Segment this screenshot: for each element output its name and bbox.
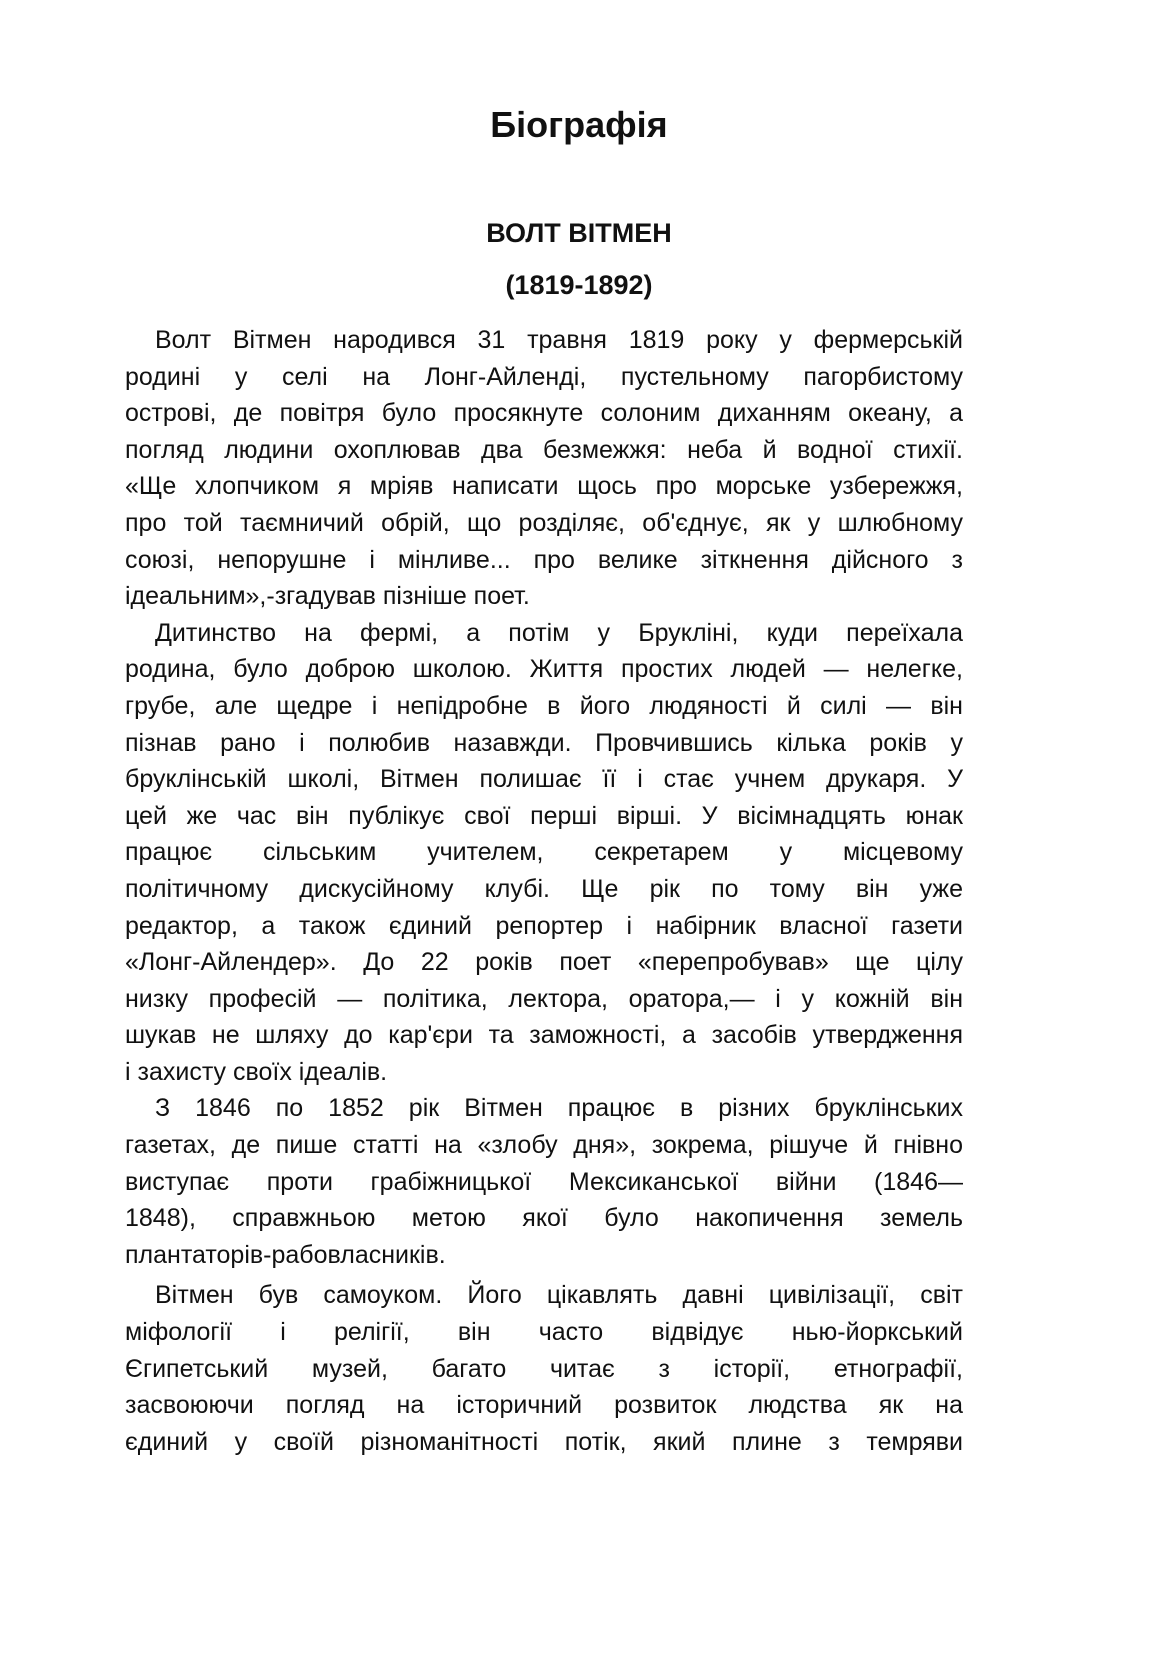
text-line: Єгипетський музей, багато читає з історії, етнографії, bbox=[125, 1354, 963, 1383]
author-heading: ВОЛТ ВІТМЕН bbox=[486, 218, 672, 248]
text-line: редактор, а також єдиний репортер і набірник власної газети bbox=[125, 911, 963, 940]
text-line: єдиний у своїй різноманітності потік, який плине з темряви bbox=[125, 1427, 963, 1456]
text-line: «Лонг-Айлендер». До 22 років поет «перепробував» ще цілу bbox=[125, 948, 963, 977]
biography-body bbox=[125, 322, 963, 1460]
text-line: засвоюючи погляд на історичний розвиток людства як на bbox=[125, 1391, 963, 1420]
page-title: Біографія bbox=[490, 104, 668, 145]
text-line: працює сільським учителем, секретарем у місцевому bbox=[125, 838, 963, 867]
text-line: міфології і релігії, він часто відвідує нью-йоркський bbox=[125, 1318, 963, 1347]
text-line: газетах, де пише статті на «злобу дня», зокрема, рішуче й гнівно bbox=[125, 1131, 963, 1160]
paragraph bbox=[125, 322, 963, 615]
text-line: Вітмен був самоуком. Його цікавлять давні цивілізації, світ bbox=[155, 1281, 963, 1310]
text-line: родина, було доброю школою. Життя простих людей — нелегке, bbox=[125, 655, 963, 684]
text-line: цей же час він публікує свої перші вірші. У вісімнадцять юнак bbox=[125, 801, 963, 830]
text-line: шукав не шляху до кар'єри та заможності, а засобів утвердження bbox=[125, 1021, 963, 1050]
text-line: Волт Вітмен народився 31 травня 1819 року у фермерській bbox=[155, 326, 963, 354]
text-line: родині у селі на Лонг-Айленді, пустельному пагорбистому bbox=[125, 362, 963, 391]
text-line: виступає проти грабіжницької Мексиканської війни (1846— bbox=[125, 1167, 963, 1196]
text-line: плантаторів-рабовласників. bbox=[125, 1240, 446, 1269]
text-line: бруклінській школі, Вітмен полишає її і стає учнем друкаря. У bbox=[125, 765, 963, 794]
author-years: (1819-1892) bbox=[505, 270, 653, 300]
text-line: про той таємничий обрій, що розділяє, об'єднує, як у шлюбному bbox=[125, 508, 963, 537]
text-line: З 1846 по 1852 рік Вітмен працює в різних бруклінських bbox=[155, 1094, 963, 1123]
text-line: грубе, але щедре і непідробне в його людяності й силі — він bbox=[125, 691, 963, 720]
text-line: Дитинство на фермі, а потім у Брукліні, куди переїхала bbox=[155, 618, 963, 647]
text-line: пізнав рано і полюбив назавжди. Провчившись кілька років у bbox=[125, 728, 963, 757]
text-line: 1848), справжньою метою якої було накопичення земель bbox=[125, 1204, 963, 1233]
text-line: «Ще хлопчиком я мріяв написати щось про морське узбережжя, bbox=[125, 472, 963, 501]
text-line: політичному дискусійному клубі. Ще рік по тому він уже bbox=[125, 874, 963, 903]
text-line: погляд людини охоплював два безмежжя: неба й водної стихії. bbox=[125, 435, 963, 464]
text-line: острові, де повітря було просякнуте солоним диханням океану, а bbox=[125, 399, 963, 428]
paragraph bbox=[125, 1277, 963, 1460]
text-line: союзі, непорушне і мінливе... про велике зіткнення дійсного з bbox=[125, 545, 963, 574]
paragraph bbox=[125, 1090, 963, 1273]
paragraph bbox=[125, 615, 963, 1091]
text-line: і захисту своїх ідеалів. bbox=[125, 1057, 388, 1086]
text-line: ідеальним»,-згадував пізніше поет. bbox=[125, 582, 530, 611]
text-line: низку професій — політика, лектора, оратора,— і у кожній він bbox=[125, 984, 963, 1013]
